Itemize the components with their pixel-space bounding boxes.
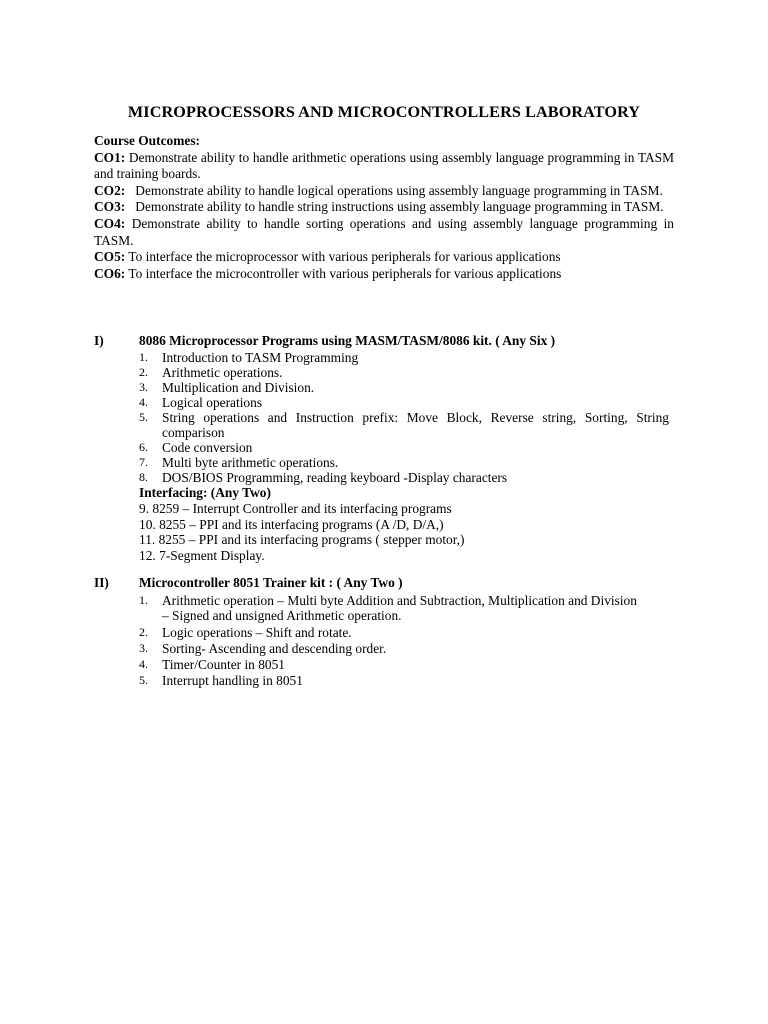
section-heading bbox=[94, 575, 674, 592]
list-item bbox=[94, 395, 669, 410]
item-text: Introduction to TASM Programming bbox=[162, 350, 359, 365]
list-item bbox=[94, 673, 639, 688]
outcome-co3 bbox=[94, 199, 674, 216]
item-text: Code conversion bbox=[162, 440, 253, 455]
item-number: 4. bbox=[139, 395, 148, 409]
program-list bbox=[94, 350, 669, 485]
outcome-co1 bbox=[94, 150, 674, 183]
item-text: Interrupt handling in 8051 bbox=[162, 673, 303, 688]
document-title: MICROPROCESSORS AND MICROCONTROLLERS LABORATORY bbox=[127, 103, 641, 121]
outcomes-heading: Course Outcomes: bbox=[94, 133, 200, 148]
item-number: 4. bbox=[139, 657, 148, 671]
section-title: Microcontroller 8051 Trainer kit : ( Any Two ) bbox=[139, 575, 403, 590]
outcome-co2 bbox=[94, 183, 674, 200]
list-item: 10. 8255 – PPI and its interfacing programs (A /D, D/A,) bbox=[139, 516, 444, 532]
section-8086 bbox=[94, 333, 674, 563]
list-item bbox=[94, 440, 669, 455]
item-number: 6. bbox=[139, 440, 148, 454]
outcome-text: Demonstrate ability to handle sorting operations and using assembly language programming in TASM. bbox=[94, 215, 674, 248]
item-text: Multiplication and Division. bbox=[162, 380, 315, 395]
section-number: II) bbox=[94, 575, 109, 590]
item-text: String operations and Instruction prefix: Move Block, Reverse string, Sorting, String comparison bbox=[162, 410, 669, 440]
item-number: 3. bbox=[139, 641, 148, 655]
list-item bbox=[94, 470, 669, 485]
item-number: 1. bbox=[139, 593, 148, 607]
list-item: 9. 8259 – Interrupt Controller and its interfacing programs bbox=[139, 501, 452, 516]
outcome-code: CO1: bbox=[94, 149, 126, 165]
item-text: Arithmetic operations. bbox=[162, 365, 283, 380]
outcome-co5 bbox=[94, 249, 674, 266]
list-item bbox=[94, 380, 669, 395]
interfacing-heading: Interfacing: (Any Two) bbox=[139, 485, 271, 500]
item-text: Logical operations bbox=[162, 395, 263, 410]
list-item: 12. 7-Segment Display. bbox=[139, 547, 265, 563]
outcome-co6 bbox=[94, 266, 674, 283]
interfacing-list bbox=[94, 501, 674, 563]
list-item bbox=[94, 641, 639, 656]
item-number: 5. bbox=[139, 410, 148, 424]
outcome-code: CO6: bbox=[94, 265, 126, 281]
list-item bbox=[94, 455, 669, 470]
section-number: I) bbox=[94, 333, 104, 348]
list-item bbox=[94, 365, 669, 380]
item-text: Multi byte arithmetic operations. bbox=[162, 455, 339, 470]
list-item bbox=[94, 350, 669, 365]
outcome-text: Demonstrate ability to handle logical operations using assembly language programming in TASM. bbox=[135, 182, 663, 198]
list-item bbox=[94, 625, 639, 640]
item-number: 5. bbox=[139, 673, 148, 687]
item-number: 1. bbox=[139, 350, 148, 364]
item-number: 8. bbox=[139, 470, 148, 484]
outcome-code: CO4: bbox=[94, 215, 126, 231]
course-outcomes bbox=[94, 133, 674, 282]
outcome-co4 bbox=[94, 216, 674, 249]
section-title: 8086 Microprocessor Programs using MASM/TASM/8086 kit. ( Any Six ) bbox=[139, 333, 556, 348]
item-number: 2. bbox=[139, 365, 148, 379]
item-text: Logic operations – Shift and rotate. bbox=[162, 625, 352, 640]
list-item bbox=[94, 410, 669, 440]
outcome-text: To interface the microprocessor with various peripherals for various applications bbox=[128, 249, 561, 265]
item-number: 2. bbox=[139, 625, 148, 639]
outcome-code: CO5: bbox=[94, 249, 126, 265]
item-text: Arithmetic operation – Multi byte Addition and Subtraction, Multiplication and Division – Signed and unsigned Arithmetic operation. bbox=[162, 593, 637, 623]
program-list bbox=[94, 593, 639, 688]
section-8051 bbox=[94, 575, 674, 688]
item-number: 7. bbox=[139, 455, 148, 469]
outcome-text: Demonstrate ability to handle arithmetic operations using assembly language programming in TASM and training boards. bbox=[94, 149, 674, 182]
section-heading bbox=[94, 333, 674, 350]
item-text: Sorting- Ascending and descending order. bbox=[162, 641, 387, 656]
outcome-code: CO3: bbox=[94, 199, 126, 215]
list-item bbox=[94, 657, 639, 672]
item-text: DOS/BIOS Programming, reading keyboard -Display characters bbox=[162, 470, 508, 485]
item-text: Timer/Counter in 8051 bbox=[162, 657, 285, 672]
outcome-text: Demonstrate ability to handle string instructions using assembly language programming in TASM. bbox=[135, 199, 664, 215]
list-item bbox=[94, 593, 639, 623]
list-item: 11. 8255 – PPI and its interfacing programs ( stepper motor,) bbox=[139, 532, 465, 547]
outcome-text: To interface the microcontroller with various peripherals for various applications bbox=[128, 265, 562, 281]
item-number: 3. bbox=[139, 380, 148, 394]
outcome-code: CO2: bbox=[94, 182, 126, 198]
